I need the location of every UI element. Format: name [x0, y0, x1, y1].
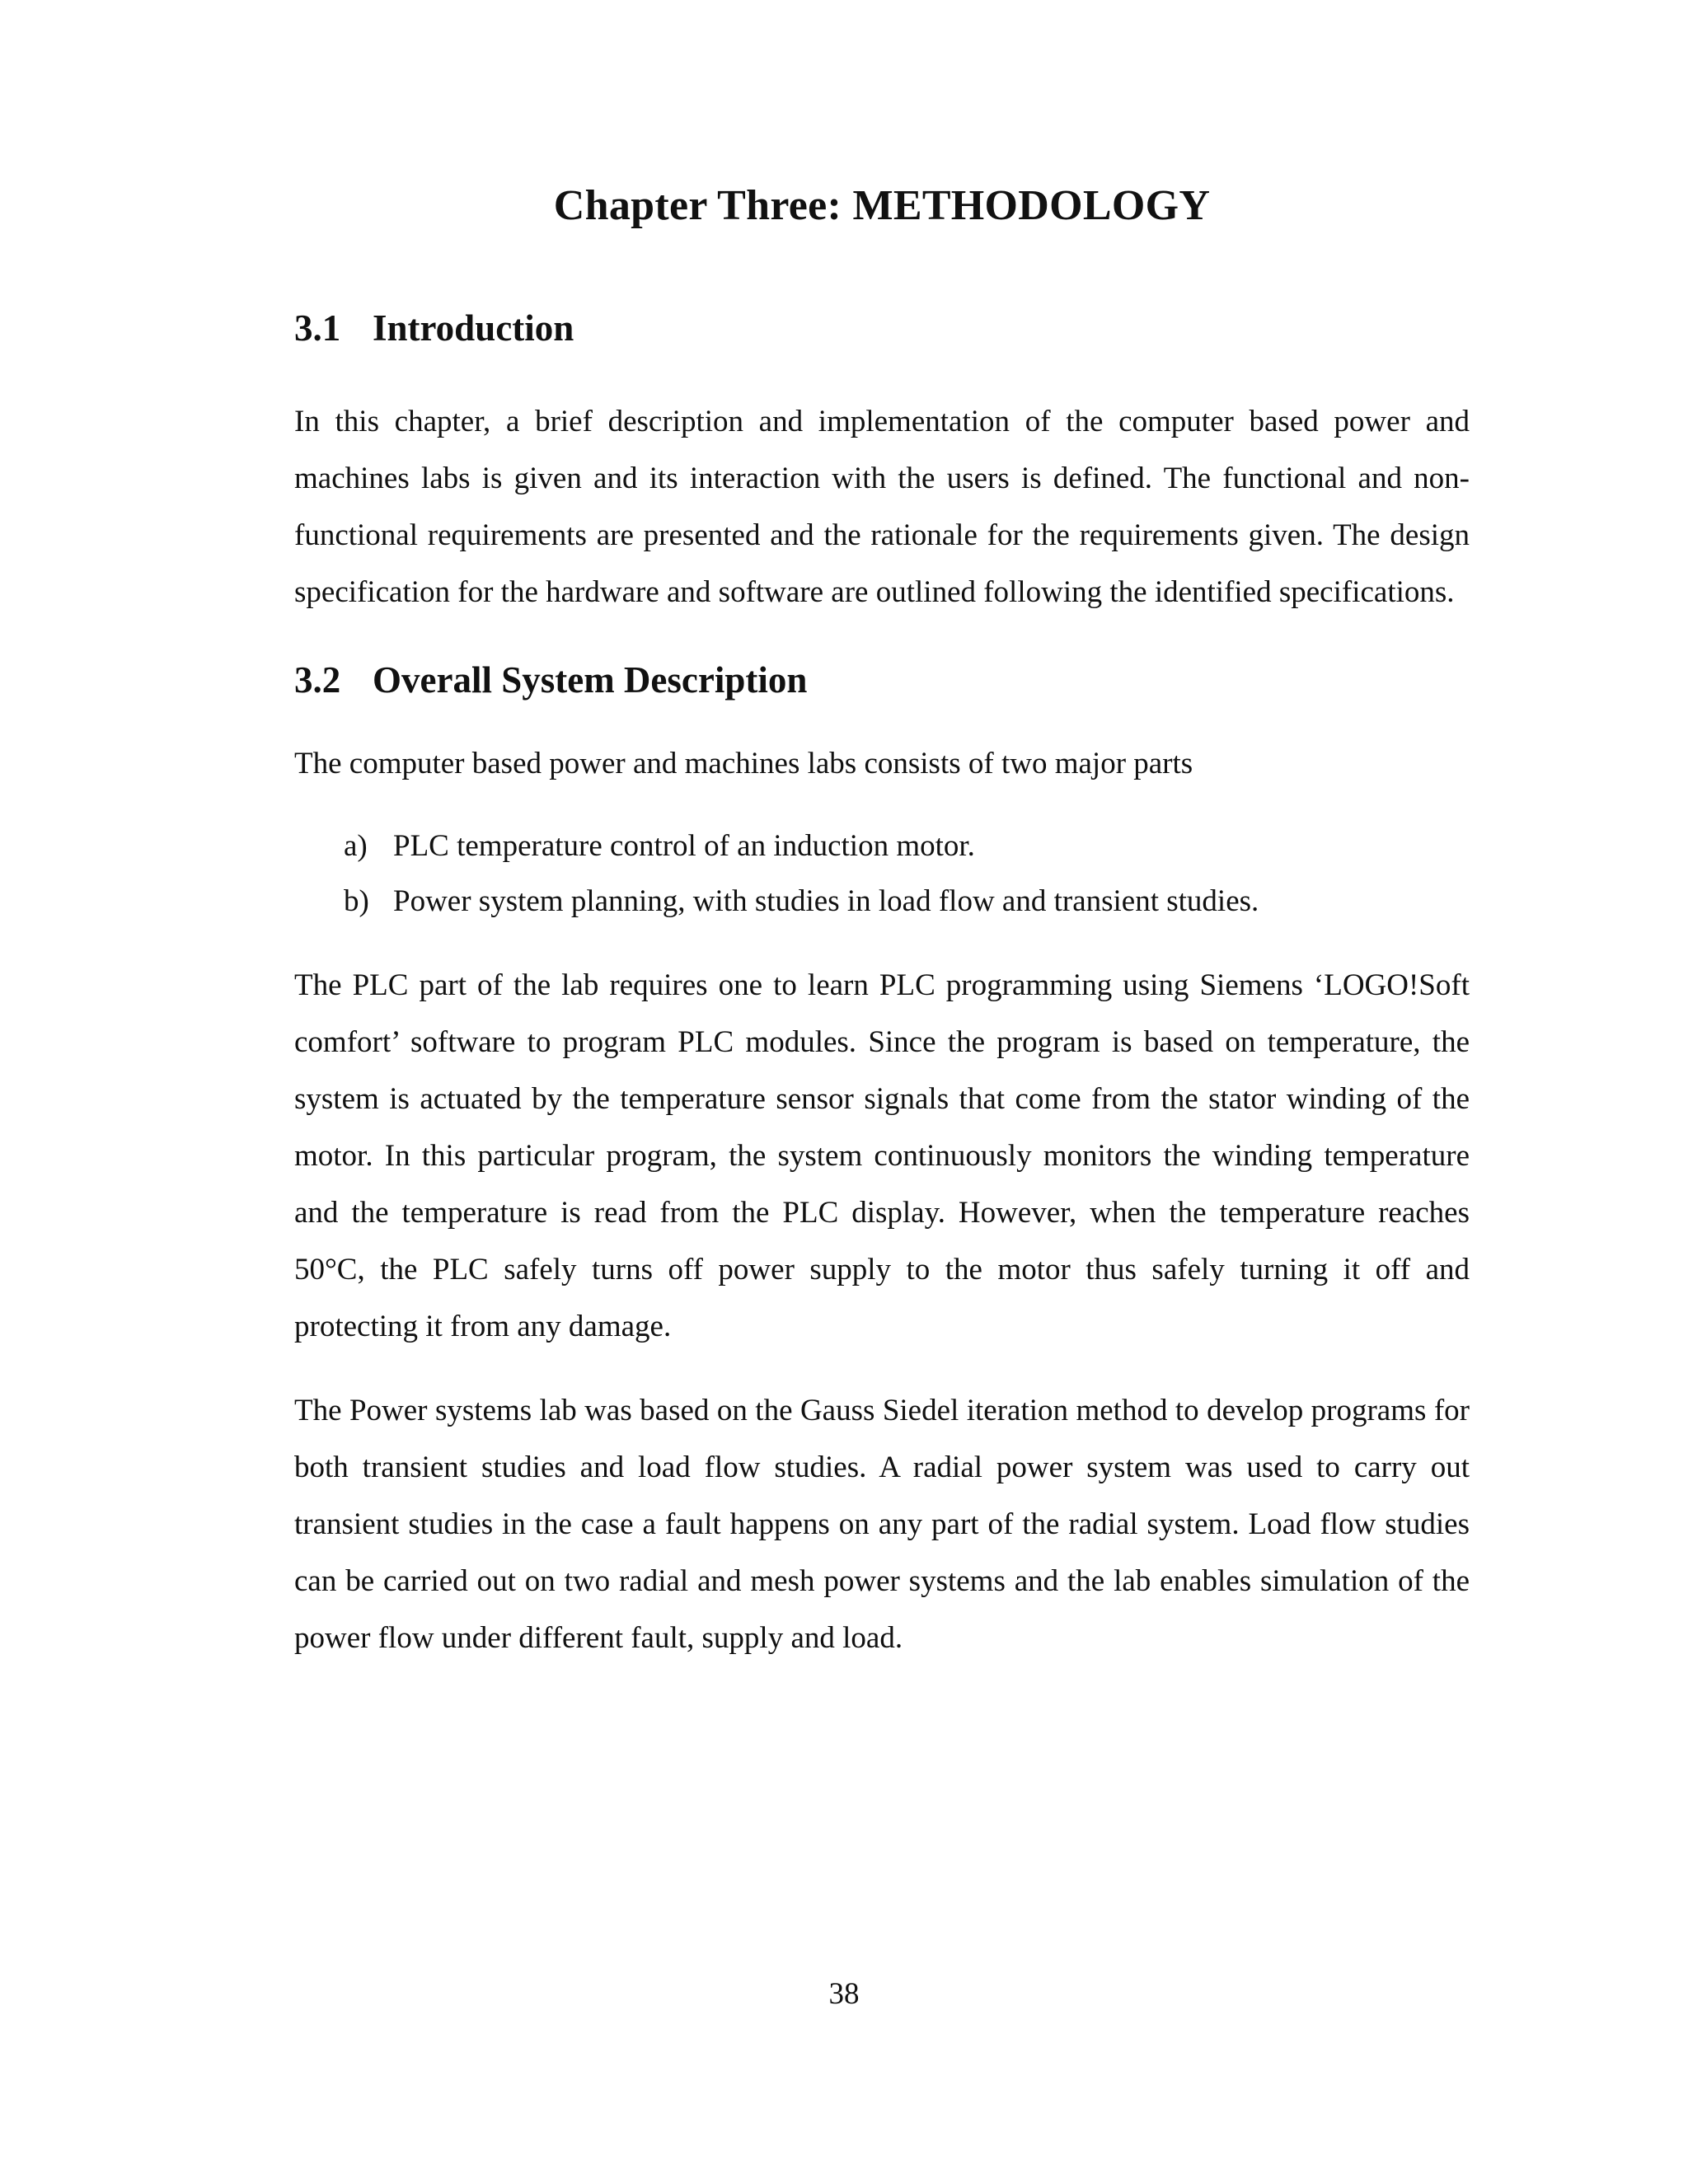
list-marker: a) — [344, 829, 368, 863]
section-heading-introduction — [294, 307, 1470, 349]
list-item — [294, 818, 1470, 874]
page-number: 38 — [828, 1977, 860, 2011]
plc-paragraph: The PLC part of the lab requires one to learn PLC programming using Siemens ‘LOGO!Soft comfort’ software to program PLC modules. Since the program is based on temperature, the system is actuated by the temperature sensor signals that come from the stator winding of the motor. In this particular program, the system continuously monitors the winding temperature and the temperature is read from the PLC display. However, when the temperature reaches 50°C, the PLC safely turns off power supply to the motor thus safely turning it off and protecting it from any damage. — [294, 968, 1470, 1343]
system-description-intro: The computer based power and machines labs consists of two major parts — [294, 747, 1193, 780]
introduction-paragraph: In this chapter, a brief description and implementation of the computer based power and machines labs is given and its interaction with the users is defined. The functional and non-functional requirements are presented and the rationale for the requirements given. The design specification for the hardware and software are outlined following the identified specifications. — [294, 405, 1470, 609]
power-systems-paragraph: The Power systems lab was based on the Gauss Siedel iteration method to develop programs for both transient studies and load flow studies. A radial power system was used to carry out transient studies in the case a fault happens on any part of the radial system. Load flow studies can be carried out on two radial and mesh power systems and the lab enables simulation of the power flow under different fault, supply and load. — [294, 1394, 1470, 1655]
section-number: 3.2 — [294, 659, 341, 701]
list-item — [294, 874, 1470, 929]
major-parts-list — [294, 818, 1470, 929]
chapter-title: Chapter Three: METHODOLOGY — [553, 182, 1211, 229]
section-heading-overall-system-description — [294, 659, 1470, 701]
list-item-text: Power system planning, with studies in load flow and transient studies. — [393, 884, 1259, 918]
list-item-text: PLC temperature control of an induction motor. — [393, 829, 975, 863]
section-number: 3.1 — [294, 307, 341, 349]
section-title: Introduction — [373, 307, 574, 349]
list-marker: b) — [344, 884, 369, 918]
section-title: Overall System Description — [373, 659, 808, 701]
page-content — [294, 181, 1470, 1666]
